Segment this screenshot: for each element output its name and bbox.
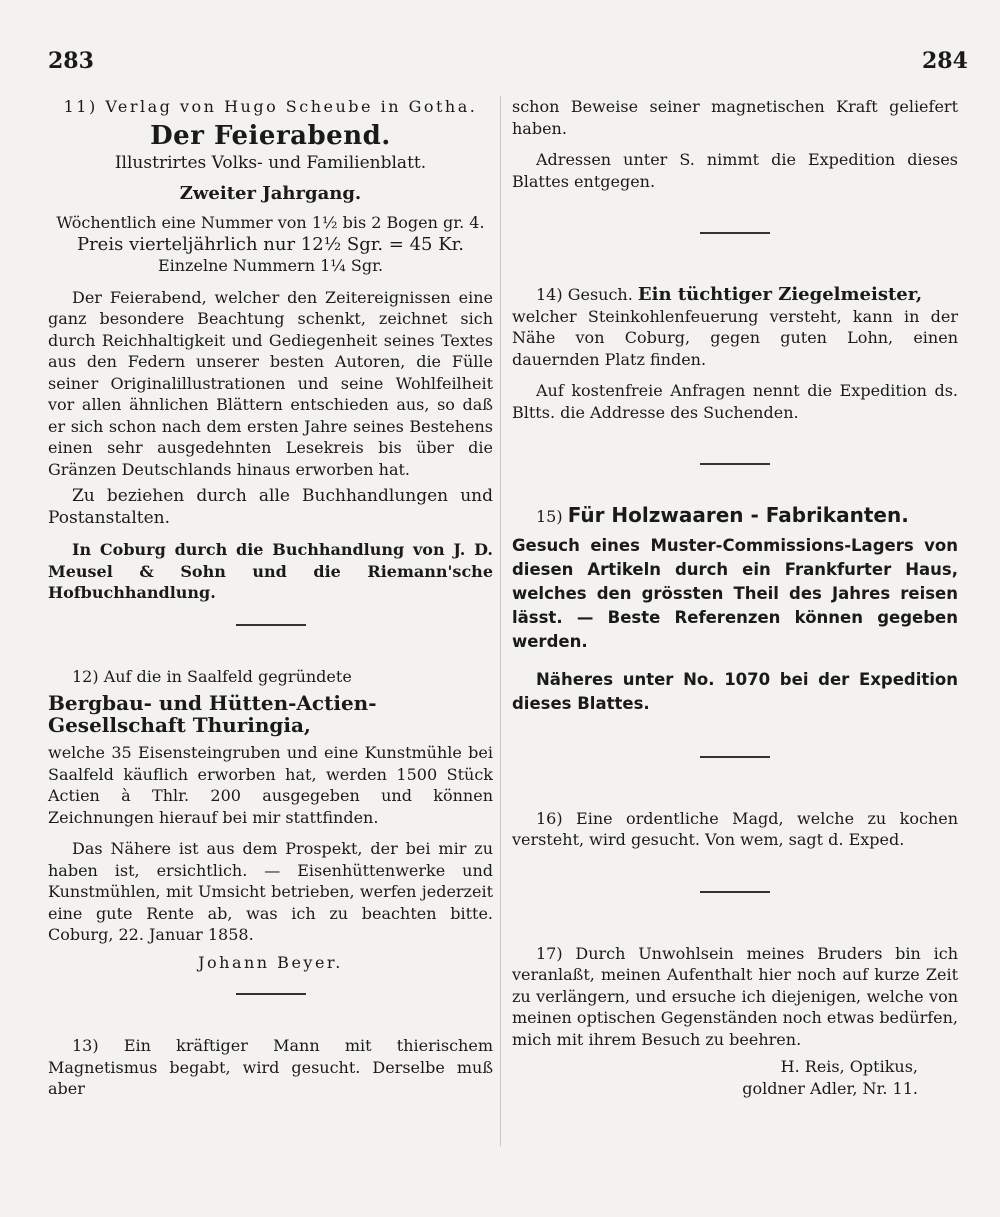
ad15-body: Gesuch eines Muster-Commissions-Lagers von diesen Artikeln durch ein Frankfurter Haus, welches den grössten Theil des Jahres reisen lässt. — Beste Referenzen können gegeben werden.: [512, 535, 958, 651]
ad15-title: Für Holzwaaren - Fabrikanten.: [567, 503, 909, 527]
ad11-weekly: Wöchentlich eine Nummer von 1½ bis 2 Bogen gr. 4.: [56, 213, 485, 232]
ad13-text: 13) Ein kräftiger Mann mit thierischem Magnetismus begabt, wird gesucht. Derselbe muß aber: [48, 1036, 493, 1098]
ad11-title: Der Feierabend.: [150, 120, 391, 151]
ad14-title: Ein tüchtiger Ziegelmeister,: [637, 284, 923, 305]
ad11-heading: 11) Verlag von Hugo Scheube in Gotha.: [63, 97, 478, 116]
ad13-address: Adressen unter S. nimmt die Expedition dieses Blattes entgegen.: [512, 150, 958, 191]
ad12-details: Das Nähere ist aus dem Prospekt, der bei mir zu haben ist, ersichtlich. — Eisenhüttenwerke und Kunstmühlen, mit Umsicht betrieben, werfen jederzeit eine gute Rente ab, was ich zu beachten bitte. Coburg, 22. Januar 1858.: [48, 839, 493, 944]
ad15-details: Näheres unter No. 1070 bei der Expedition dieses Blattes.: [512, 669, 958, 713]
ad16-text: 16) Eine ordentliche Magd, welche zu kochen versteht, wird gesucht. Von wem, sagt d. Exped.: [512, 808, 958, 849]
ad14-body: welcher Steinkohlenfeuerung versteht, kann in der Nähe von Coburg, gegen guten Lohn, einen dauernden Platz finden.: [512, 306, 958, 369]
ad12-heading: 12) Auf die in Saalfeld gegründete: [72, 666, 352, 686]
ad17-text: 17) Durch Unwohlsein meines Bruders bin ich veranlaßt, meinen Aufenthalt hier noch auf kurze Zeit zu verlängern, und ersuche ich diejenigen, welche von meinen optischen Gegenständen noch etwas bedürfen, mich mit ihrem Besuch zu beehren.: [512, 943, 958, 1049]
ad11-body: Der Feierabend, welcher den Zeitereignissen eine ganz besondere Beachtung schenkt, zeichnet sich durch Reichhaltigkeit und Gediegenheit seines Textes aus den Federn unserer besten Autoren, die Fülle seiner Originalillustrationen und seine Wohlfeilheit vor allen ähnlichen Blättern entschieden aus, so daß er sich schon nach dem ersten Jahre seines Bestehens einen sehr ausgedehnten Lesekreis bis über die Gränzen Deutschlands hinaus erworben hat.: [48, 287, 493, 479]
ad17-signature-name: H. Reis, Optikus,: [780, 1057, 918, 1076]
ad11-single: Einzelne Nummern 1¼ Sgr.: [157, 256, 384, 275]
right-column: [512, 96, 958, 1099]
ad15-lead: 15): [536, 507, 563, 526]
ad11-price: Preis vierteljährlich nur 12½ Sgr. = 45 Kr.: [76, 233, 465, 255]
ad11-subtitle: Illustrirtes Volks- und Familienblatt.: [114, 153, 427, 173]
ad15-headline: [512, 505, 958, 528]
ad12-body: welche 35 Eisensteingruben und eine Kunstmühle bei Saalfeld käuflich erworben hat, werden 1500 Stück Actien à Thlr. 200 ausgegeben und können Zeichnungen hierauf bei mir stattfinden.: [48, 743, 493, 827]
ad14-headline: [512, 284, 958, 306]
left-column: [48, 96, 493, 1100]
ad11-edition: Zweiter Jahrgang.: [179, 182, 362, 204]
ad13-continuation: schon Beweise seiner magnetischen Kraft geliefert haben.: [512, 97, 958, 138]
ad17-signature-address: goldner Adler, Nr. 11.: [742, 1078, 918, 1098]
column-divider: [500, 96, 501, 1146]
ad11-obtain: Zu beziehen durch alle Buchhandlungen und Postanstalten.: [48, 486, 493, 528]
page-number-right: 284: [922, 48, 968, 74]
ad11-coburg: In Coburg durch die Buchhandlung von J. D. Meusel & Sohn und die Riemann'sche Hofbuchhandlung.: [48, 540, 493, 602]
ad14-lead: 14) Gesuch.: [536, 285, 633, 304]
page-number-left: 283: [48, 48, 94, 74]
ad12-signature: Johann Beyer.: [198, 952, 343, 972]
ad14-note: Auf kostenfreie Anfragen nennt die Expedition ds. Bltts. die Addresse des Suchenden.: [512, 381, 958, 422]
ad12-company: Bergbau- und Hütten-Actien-Gesellschaft Thuringia,: [48, 691, 377, 737]
